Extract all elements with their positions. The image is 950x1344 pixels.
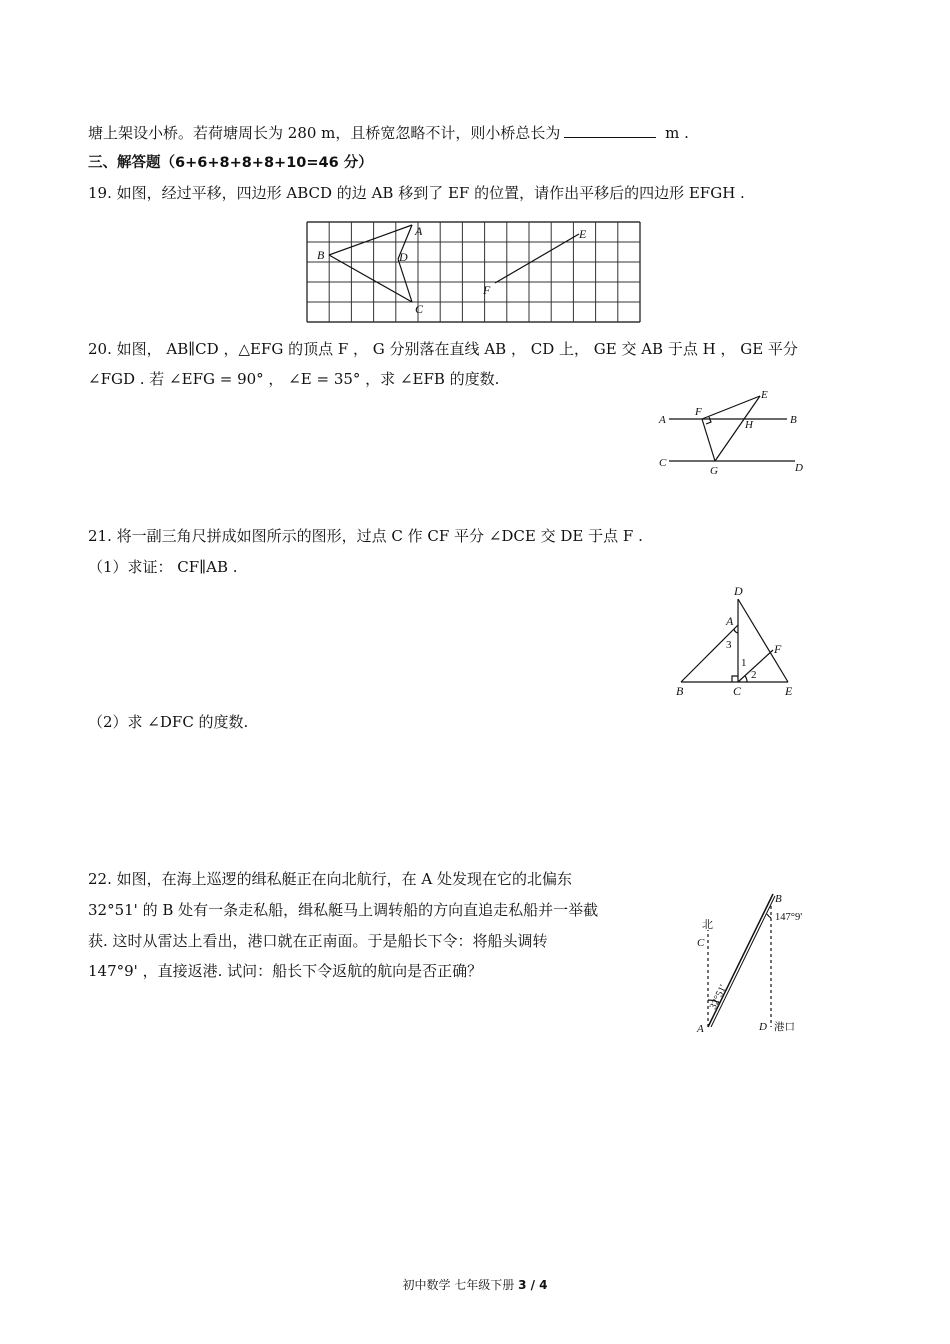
page-footer <box>0 1276 950 1293</box>
label-h: H <box>745 419 753 431</box>
seg-de <box>738 599 788 682</box>
seg-ba <box>681 625 738 682</box>
angle-label-3: 3 <box>726 639 732 651</box>
label-port: 港口 <box>774 1021 795 1033</box>
label-c: C <box>659 457 667 469</box>
seg-fe <box>702 396 760 419</box>
label-a: A <box>415 224 423 238</box>
question-20-line-2: ∠FGD . 若 ∠EFG = 90° ， ∠E = 35° ，求 ∠EFB 的度数. <box>88 370 500 388</box>
question-21-part-1: （1）求证： CF∥AB . <box>88 558 238 576</box>
question-19: 19. 如图，经过平移，四边形 ABCD 的边 AB 移到了 EF 的位置，请作出平移后的四边形 EFGH . <box>88 184 745 202</box>
line-pond-bridge <box>88 121 689 143</box>
question-20-line-1: 20. 如图， AB∥CD ，△EFG 的顶点 F ， G 分别落在直线 AB ， CD 上， GE 交 AB 于点 H ， GE 平分 <box>88 340 798 358</box>
question-21-part-2: （2）求 ∠DFC 的度数. <box>88 713 249 731</box>
right-angle-mark <box>706 417 711 424</box>
answer-blank <box>564 121 656 138</box>
footer-text: 初中数学 七年级下册 <box>402 1278 519 1292</box>
page-number: 3 / 4 <box>518 1278 548 1292</box>
label-b: B <box>676 684 684 698</box>
label-d: D <box>759 1021 767 1033</box>
label-d: D <box>399 250 408 264</box>
right-angle-mark <box>732 676 738 682</box>
seg-fg <box>702 419 715 461</box>
question-22-line-1: 22. 如图，在海上巡逻的缉私艇正在向北航行，在 A 处发现在它的北偏东 <box>88 870 572 888</box>
angle-2-arc <box>745 676 747 682</box>
question-21: 21. 将一副三角尺拼成如图所示的图形，过点 C 作 CF 平分 ∠DCE 交 DE 于点 F . <box>88 527 643 545</box>
label-g: G <box>710 465 718 477</box>
label-c: C <box>415 302 424 316</box>
question-22-line-2: 32°51' 的 B 处有一条走私船，缉私艇马上调转船的方向直追走私船并一举截 <box>88 901 599 919</box>
question-22-line-3: 获. 这时从雷达上看出，港口就在正南面。于是船长下令：将船头调转 <box>88 932 548 950</box>
label-c: C <box>697 937 705 949</box>
label-b: B <box>790 414 797 426</box>
figure-19-grid <box>307 222 642 324</box>
label-angle-147: 147°9' <box>775 912 803 923</box>
label-e: E <box>785 684 793 698</box>
label-b: B <box>317 248 325 262</box>
figure-22 <box>693 890 828 1040</box>
question-22-line-4: 147°9' ，直接返港. 试问：船长下令返航的航向是否正确？ <box>88 962 483 980</box>
label-north: 北 <box>702 918 713 931</box>
figure-21 <box>670 582 805 702</box>
label-a: A <box>659 414 666 426</box>
figure-20 <box>655 384 815 480</box>
angle-label-1: 1 <box>741 657 747 669</box>
label-c: C <box>733 684 742 698</box>
course-a-to-b-2 <box>711 896 775 1027</box>
label-angle-32: 32°51' <box>707 983 730 1012</box>
seg-ef <box>495 234 579 283</box>
section-three-heading: 三、解答题（6+6+8+8+8+10=46 分） <box>88 155 373 171</box>
label-e: E <box>761 389 768 401</box>
label-f: F <box>483 283 491 297</box>
label-f: F <box>695 406 702 418</box>
angle-label-2: 2 <box>751 669 757 681</box>
label-e: E <box>579 227 587 241</box>
label-d: D <box>734 584 743 598</box>
label-f: F <box>774 642 782 656</box>
label-a: A <box>726 614 734 628</box>
seg-ge <box>715 396 760 461</box>
pond-text: 塘上架设小桥。若荷塘周长为 280 m，且桥宽忽略不计，则小桥总长为 <box>88 124 561 142</box>
pond-unit: m . <box>660 124 689 142</box>
label-a: A <box>697 1023 704 1035</box>
label-d: D <box>795 462 803 474</box>
label-b: B <box>775 893 782 905</box>
